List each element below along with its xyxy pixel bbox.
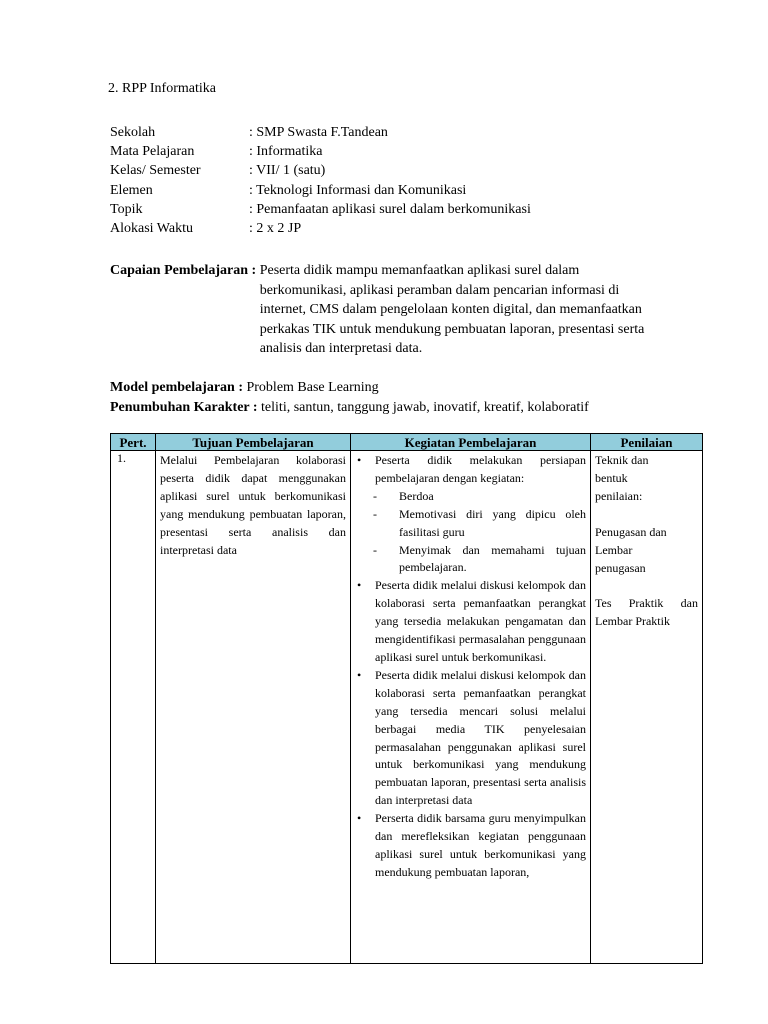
list-item-text: Peserta didik melalui diskusi kelompok dan kolaborasi serta pemanfaatkan perangkat yang tersedia melakukan pengamatan dan mengidentifikasi permasalahan penggunaan aplikasi surel untuk berkomunikasi. <box>375 578 586 664</box>
info-label: Sekolah <box>110 125 156 140</box>
penilaian-item: Teknik dan bentuk penilaian: <box>595 453 649 503</box>
info-row-mapel <box>110 142 531 161</box>
info-row-topik <box>110 200 531 219</box>
capaian-pembelajaran <box>110 261 665 359</box>
list-item <box>355 577 586 667</box>
info-value: : VII/ 1 (satu) <box>249 163 326 179</box>
info-row-elemen <box>110 181 531 200</box>
list-item-text: Perserta didik barsama guru menyimpulkan dan merefleksikan kegiatan penggunaan aplikasi surel untuk berkomunikasi yang mendukung pembuatan laporan, <box>375 811 586 879</box>
info-label: Kelas/ Semester <box>110 163 201 179</box>
spacer <box>595 577 698 595</box>
karakter-label: Penumbuhan Karakter : <box>110 399 262 415</box>
cell-kegiatan <box>351 451 591 964</box>
model-value: Problem Base Learning <box>246 380 379 395</box>
list-item <box>355 667 586 810</box>
dash-mark: - <box>373 542 377 557</box>
model-block <box>110 378 589 417</box>
sub-list-item-text: Berdoa <box>399 488 434 503</box>
sub-list-item <box>373 488 586 506</box>
info-value: : Teknologi Informasi dan Komunikasi <box>249 182 467 198</box>
dash-mark: - <box>373 488 377 503</box>
penilaian-item: Tes Praktik dan Lembar Praktik <box>595 596 698 629</box>
info-label: Alokasi Waktu <box>110 221 193 237</box>
header-pert: Pert. <box>111 434 156 451</box>
list-item-text: Peserta didik melalui diskusi kelompok dan kolaborasi serta pemanfaatkan perangkat yang tersedia mencari solusi melalui berbagai media TIK penyelesaian permasalahan penggunakan aplikasi surel untuk berkomunikasi yang mendukung pembuatan laporan, presentasi serta analisis dan interpretasi data <box>375 667 586 808</box>
info-row-kelas <box>110 161 531 180</box>
list-item-text: Peserta didik melakukan persiapan pembelajaran dengan kegiatan: <box>375 453 586 485</box>
bullet-mark: • <box>357 811 362 826</box>
sub-list-item-text: Memotivasi diri yang dipicu oleh fasilitasi guru <box>399 506 586 539</box>
table-header-row <box>111 434 703 451</box>
header-kegiatan: Kegiatan Pembelajaran <box>351 434 591 451</box>
capaian-label: Capaian Pembelajaran : <box>110 263 260 278</box>
info-label: Mata Pelajaran <box>110 144 195 160</box>
cell-pert: 1. <box>111 451 156 964</box>
info-value: : 2 x 2 JP <box>249 221 302 237</box>
penilaian-item: Penugasan dan Lembar penugasan <box>595 524 667 575</box>
cell-penilaian <box>591 451 703 964</box>
model-label: Model pembelajaran : <box>110 380 247 395</box>
spacer <box>595 506 698 524</box>
info-value: : Informatika <box>249 144 323 160</box>
header-tujuan: Tujuan Pembelajaran <box>156 434 351 451</box>
info-label: Topik <box>110 201 143 217</box>
info-label: Elemen <box>110 182 153 198</box>
identity-block <box>110 123 531 238</box>
list-item <box>355 452 586 488</box>
model-row <box>110 378 589 398</box>
bullet-mark: • <box>357 453 362 467</box>
karakter-row <box>110 398 589 418</box>
bullet-mark: • <box>357 667 362 682</box>
info-row-sekolah <box>110 123 531 142</box>
sub-list-item <box>373 506 586 542</box>
info-value: : SMP Swasta F.Tandean <box>249 125 388 140</box>
list-item <box>355 810 586 882</box>
page-heading: 2. RPP Informatika <box>108 81 216 96</box>
bullet-mark: • <box>357 578 362 593</box>
rpp-table <box>110 433 703 964</box>
karakter-value: teliti, santun, tanggung jawab, inovatif, kreatif, kolaboratif <box>261 399 589 415</box>
cell-tujuan: Melalui Pembelajaran kolaborasi peserta didik dapat menggunakan aplikasi surel untuk berkomunikasi yang mendukung pembuatan laporan, presentasi serta analisis dan interpretasi data <box>156 451 351 964</box>
info-row-alokasi <box>110 219 531 238</box>
table-row <box>111 451 703 964</box>
capaian-text: Peserta didik mampu memanfaatkan aplikasi surel dalam berkomunikasi, aplikasi peramban dalam pencarian informasi di internet, CMS dalam pengelolaan konten digital, dan memanfaatkan perkakas TIK untuk mendukung pembuatan laporan, presentasi serta analisis dan interpretasi data. <box>259 263 645 357</box>
sub-list-item-text: Menyimak dan memahami tujuan pembelajaran. <box>399 542 586 575</box>
info-value: : Pemanfaatan aplikasi surel dalam berkomunikasi <box>249 201 531 217</box>
dash-mark: - <box>373 506 377 521</box>
header-penilaian: Penilaian <box>591 434 703 451</box>
sub-list-item <box>373 542 586 578</box>
